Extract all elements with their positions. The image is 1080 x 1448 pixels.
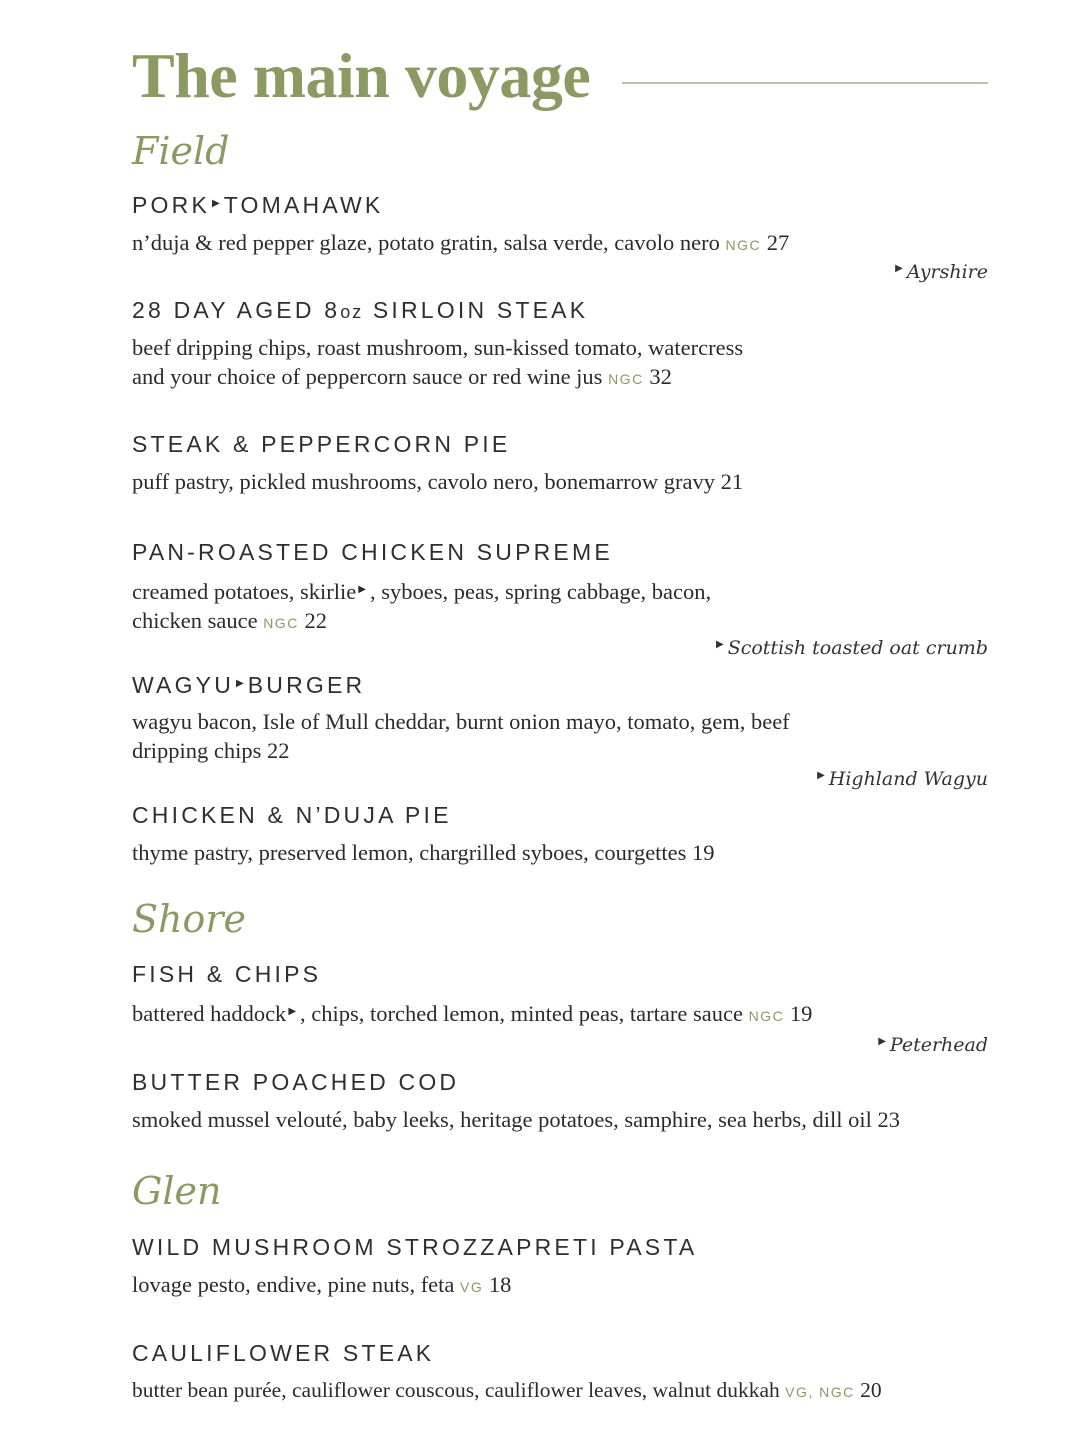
- desc-line: and your choice of peppercorn sauce or red wine jus: [132, 364, 603, 389]
- dish-name-unit: oz: [340, 302, 364, 322]
- origin-note-highland-wagyu: [815, 770, 988, 789]
- section-heading-glen: Glen: [132, 1169, 222, 1213]
- dietary-tag: NGC: [608, 371, 644, 387]
- page-title: The main voyage: [132, 40, 591, 111]
- price: 32: [649, 364, 672, 389]
- price: 19: [789, 1001, 813, 1026]
- origin-marker-icon: ▶: [817, 770, 825, 781]
- note-text: Highland Wagyu: [828, 768, 988, 790]
- desc-text: , syboes, peas, spring cabbage, bacon,: [370, 579, 712, 604]
- dish-name-wagyu-burger: [132, 674, 365, 697]
- dish-desc-pork-tomahawk: [132, 228, 789, 260]
- section-heading-field: Field: [132, 129, 230, 173]
- origin-marker-icon: ▶: [878, 1036, 886, 1047]
- desc-line: dripping chips 22: [132, 738, 290, 763]
- dish-desc-fish-chips: [132, 997, 812, 1031]
- dish-name-part: WAGYU: [132, 672, 235, 698]
- dietary-tag: VG: [460, 1279, 484, 1295]
- dietary-tag: NGC: [263, 615, 299, 631]
- dish-desc-chicken-supreme: [132, 575, 711, 638]
- desc-line: wagyu bacon, Isle of Mull cheddar, burnt onion mayo, tomato, gem, beef: [132, 709, 790, 734]
- origin-marker-icon: ▶: [358, 584, 366, 595]
- dish-desc-chicken-nduja-pie: thyme pastry, preserved lemon, chargrilled syboes, courgettes 19: [132, 840, 715, 865]
- price: 20: [860, 1378, 882, 1402]
- origin-note-oat-crumb: [714, 639, 988, 658]
- dish-name-part: PORK: [132, 192, 210, 218]
- dish-desc-wagyu-burger: [132, 707, 790, 765]
- note-text: Peterhead: [889, 1034, 988, 1056]
- origin-marker-icon: ▶: [288, 1006, 297, 1017]
- origin-marker-icon: ▶: [716, 639, 724, 650]
- title-divider: [622, 82, 988, 84]
- origin-marker-icon: ▶: [211, 198, 220, 209]
- dish-desc-butter-poached-cod: smoked mussel velouté, baby leeks, heritage potatoes, samphire, sea herbs, dill oil 23: [132, 1107, 900, 1132]
- dish-name-chicken-supreme: PAN-ROASTED CHICKEN SUPREME: [132, 539, 613, 565]
- dish-name-part: TOMAHAWK: [223, 192, 384, 218]
- price: 18: [488, 1272, 512, 1297]
- dish-name-cauliflower-steak: CAULIFLOWER STEAK: [132, 1340, 435, 1366]
- desc-text: battered haddock: [132, 1001, 287, 1026]
- note-text: Ayrshire: [906, 261, 988, 283]
- dish-name-sirloin-steak: [132, 299, 588, 322]
- dish-name-chicken-nduja-pie: CHICKEN & N’DUJA PIE: [132, 802, 452, 828]
- desc-text: butter bean purée, cauliflower couscous, cauliflower leaves, walnut dukkah: [132, 1378, 780, 1402]
- dish-name-strozzapreti-pasta: WILD MUSHROOM STROZZAPRETI PASTA: [132, 1234, 698, 1260]
- dish-name-fish-chips: FISH & CHIPS: [132, 961, 322, 987]
- dish-name-part: BURGER: [247, 672, 366, 698]
- origin-marker-icon: ▶: [895, 263, 903, 274]
- desc-line: chicken sauce: [132, 608, 258, 633]
- dish-name-steak-peppercorn-pie: STEAK & PEPPERCORN PIE: [132, 431, 511, 457]
- dish-name-part: SIRLOIN STEAK: [372, 297, 589, 323]
- section-heading-shore: Shore: [132, 897, 247, 941]
- desc-text: lovage pesto, endive, pine nuts, feta: [132, 1272, 455, 1297]
- dish-desc-strozzapreti-pasta: [132, 1270, 511, 1302]
- dish-name-part: 28 DAY AGED 8: [132, 297, 341, 323]
- origin-note-ayrshire: [893, 263, 988, 282]
- dish-desc-steak-peppercorn-pie: puff pastry, pickled mushrooms, cavolo nero, bonemarrow gravy 21: [132, 469, 744, 494]
- note-text: Scottish toasted oat crumb: [727, 637, 988, 659]
- desc-line: beef dripping chips, roast mushroom, sun-kissed tomato, watercress: [132, 335, 744, 360]
- price: 27: [766, 230, 790, 255]
- price: 22: [304, 608, 327, 633]
- desc-text: , chips, torched lemon, minted peas, tartare sauce: [300, 1001, 743, 1026]
- desc-text: creamed potatoes, skirlie: [132, 579, 357, 604]
- dietary-tag: NGC: [725, 237, 762, 253]
- origin-marker-icon: ▶: [236, 678, 244, 689]
- origin-note-peterhead: [876, 1036, 988, 1055]
- dish-desc-sirloin-steak: [132, 333, 743, 394]
- desc-text: n’duja & red pepper glaze, potato gratin, salsa verde, cavolo nero: [132, 230, 720, 255]
- dish-name-butter-poached-cod: BUTTER POACHED COD: [132, 1069, 460, 1095]
- dish-desc-cauliflower-steak: [132, 1376, 882, 1407]
- dietary-tag: VG, NGC: [785, 1384, 855, 1400]
- dietary-tag: NGC: [748, 1008, 785, 1024]
- dish-name-pork-tomahawk: [132, 194, 383, 217]
